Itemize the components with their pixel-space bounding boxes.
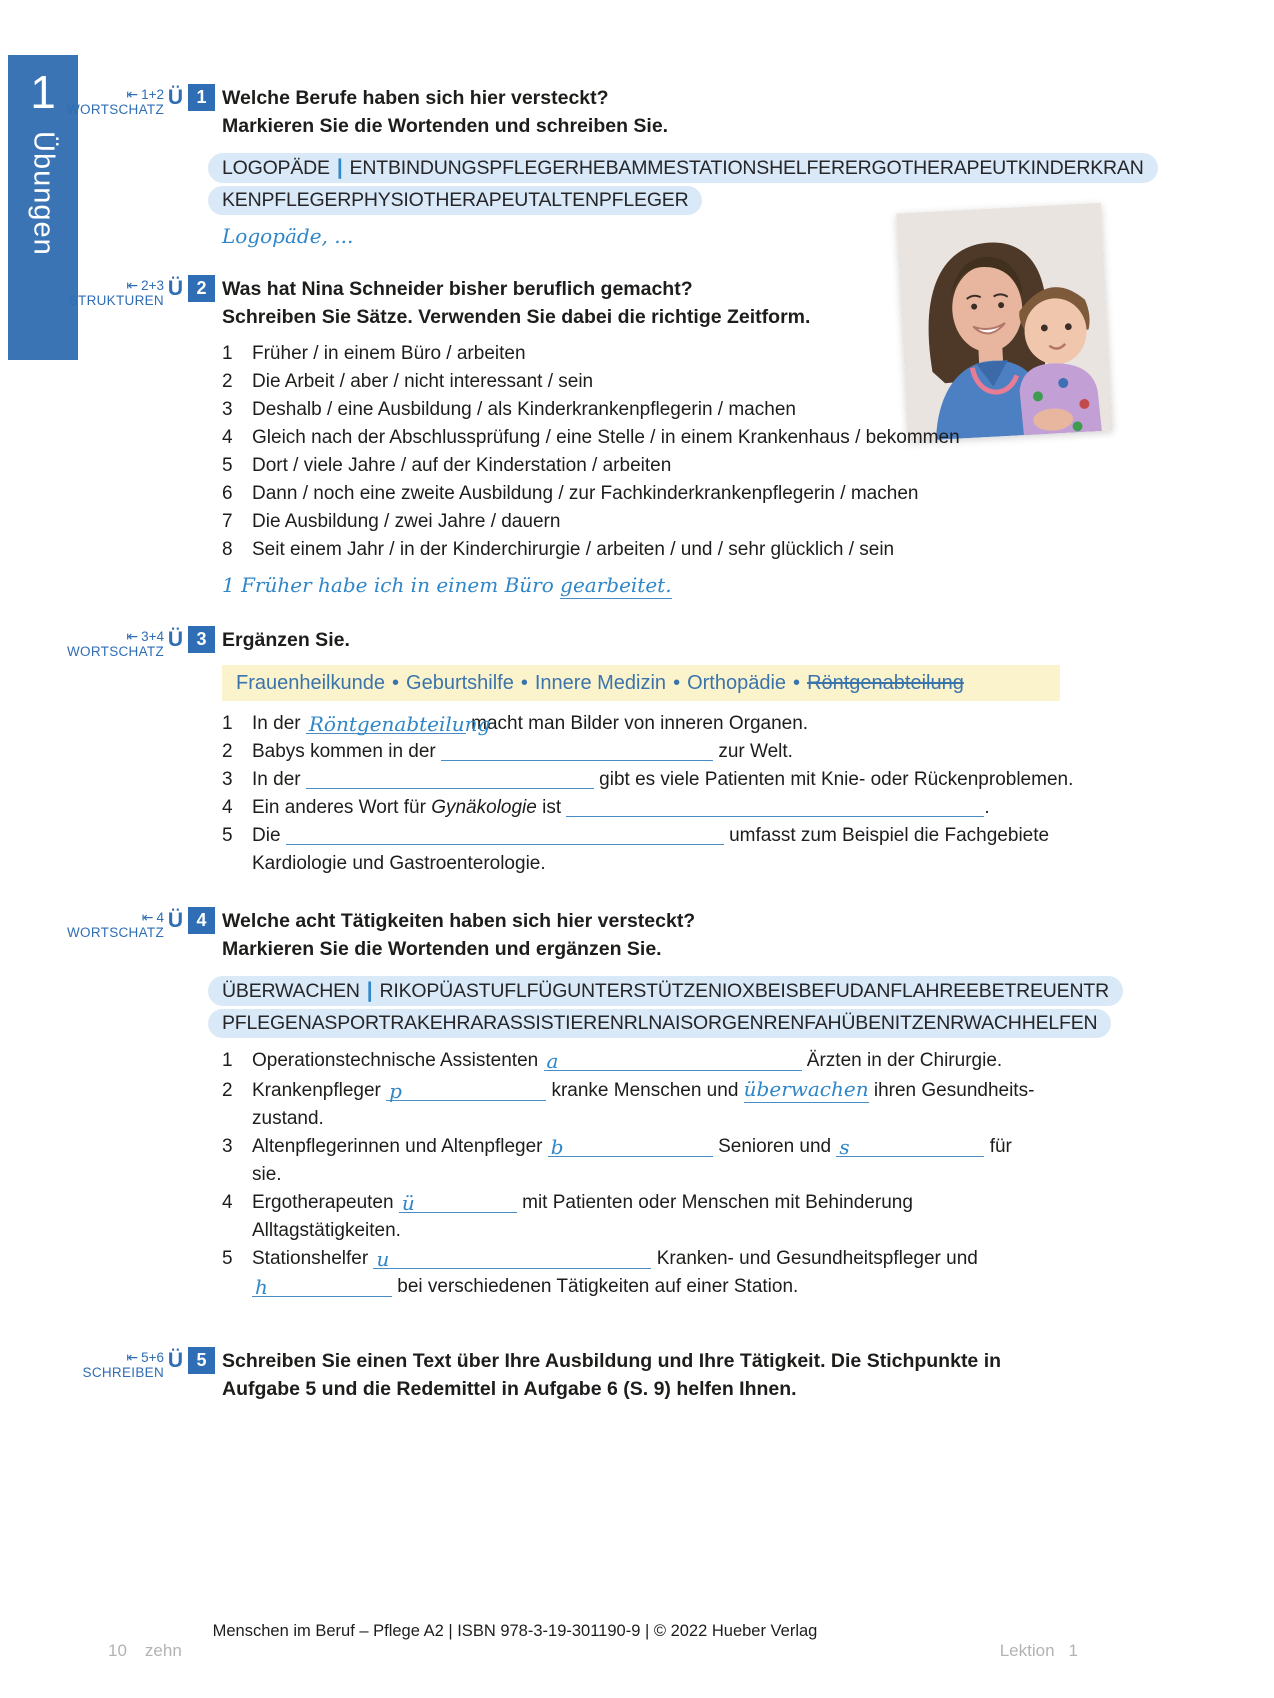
exercise-4-title-line1: Welche acht Tätigkeiten haben sich hier versteckt? (222, 910, 696, 932)
skill-label: WORTSCHATZ (67, 102, 164, 117)
page-number: 10 zehn (108, 1641, 182, 1660)
handwritten-fill: überwachen (743, 1077, 869, 1101)
hint-letter: u (376, 1247, 390, 1271)
back-reference-numbers: 4 (156, 910, 164, 925)
exercise-5-marker (4, 1350, 164, 1380)
hint-letter: s (839, 1135, 850, 1159)
answer-blank (399, 1193, 517, 1213)
page-number-word: zehn (144, 1641, 182, 1660)
back-arrow-icon: ⇤ (126, 628, 139, 644)
letter-chain-line2: KENPFLEGERPHYSIOTHERAPEUTALTENPFLEGER (208, 186, 702, 215)
back-arrow-icon: ⇤ (126, 277, 139, 293)
fill-in-item: 1 Operationstechnische Assistenten a Ärzten in der Chirurgie. (222, 1049, 1003, 1073)
bullet-separator: • (520, 672, 528, 694)
sidebar-uebungen-label: Übungen (27, 131, 60, 256)
exercise-number-box: 5 (188, 1347, 215, 1374)
back-reference-numbers: 3+4 (141, 629, 164, 644)
exercise-3-items (222, 710, 1078, 878)
fill-in-item-continuation: Alltagstätigkeiten. (252, 1220, 401, 1241)
chain-rest: RIKOPÜASTUFLFÜGUNTERSTÜTZENIOXBEISBEFUDANFLAHREEBETREUENTR (379, 980, 1109, 1002)
exercise-1-handwritten-answer: Logopäde, ... (222, 224, 354, 248)
exercise-2-marker (4, 278, 164, 308)
exercise-4-marker (4, 910, 164, 940)
hint-letter: ü (401, 1191, 415, 1215)
hint-letter: a (546, 1049, 559, 1073)
exercise-3-badge (168, 626, 215, 653)
unit-number: 1 (30, 66, 56, 118)
answer-blank (306, 712, 491, 736)
uebung-letter: Ü (167, 1348, 183, 1372)
fill-in-item: 5 Stationshelfer u Kranken- und Gesundheitspfleger und (222, 1247, 978, 1271)
exercise-number-box: 3 (188, 626, 215, 653)
back-arrow-icon: ⇤ (126, 1349, 139, 1365)
exercise-2 (68, 275, 1078, 597)
fill-in-item: 4 Ein anderes Wort für Gynäkologie ist . (222, 797, 990, 818)
back-reference-numbers: 1+2 (141, 87, 164, 102)
exercise-4-title-line2: Markieren Sie die Wortenden und ergänzen Sie. (222, 938, 662, 960)
answer-blank (386, 1081, 546, 1101)
exercise-1 (67, 84, 1144, 248)
uebung-letter: Ü (167, 85, 183, 109)
fill-in-item: 1 In der Röntgenabteilung macht man Bilder von inneren Organen. (222, 712, 809, 736)
fill-in-item: 2 Babys kommen in der zur Welt. (222, 741, 793, 762)
back-reference-numbers: 5+6 (141, 1350, 164, 1365)
hint-letter: p (389, 1079, 402, 1103)
hint-letter: b (550, 1135, 564, 1159)
exercise-2-title-line1: Was hat Nina Schneider bisher beruflich gemacht? (222, 278, 693, 300)
exercise-number-box: 2 (188, 275, 215, 302)
back-reference (4, 910, 164, 925)
exercise-1-badge (168, 84, 215, 111)
fill-in-item: 3 Altenpflegerinnen und Altenpfleger b Senioren und s für (222, 1135, 1012, 1159)
back-reference-numbers: 2+3 (141, 278, 164, 293)
exercise-5-badge (168, 1347, 215, 1374)
list-item: 4 Gleich nach der Abschlussprüfung / eine Stelle / in einem Krankenhaus / bekommen (222, 427, 960, 448)
list-item: 6 Dann / noch eine zweite Ausbildung / zur Fachkinderkrankenpflegerin / machen (222, 483, 919, 504)
exercise-2-items (222, 340, 1078, 564)
exercise-2-title-line2: Schreiben Sie Sätze. Verwenden Sie dabei die richtige Zeitform. (222, 306, 811, 328)
fill-in-item: 5 Die umfasst zum Beispiel die Fachgebiete (222, 825, 1050, 846)
exercise-2-badge (168, 275, 215, 302)
skill-label: STRUKTUREN (68, 293, 164, 308)
exercise-4 (67, 907, 1109, 1301)
bullet-separator: • (793, 672, 801, 694)
back-arrow-icon: ⇤ (126, 86, 139, 102)
exercise-1-title-line1: Welche Berufe haben sich hier versteckt? (222, 87, 609, 109)
back-reference (4, 629, 164, 644)
uebung-letter: Ü (167, 627, 183, 651)
list-item: 1 Früher / in einem Büro / arbeiten (222, 343, 526, 364)
answer-blank (544, 1051, 802, 1071)
exercise-2-handwritten-answer: 1 Früher habe ich in einem Büro gearbeitet. (222, 573, 672, 597)
answer-blank (306, 769, 594, 789)
letter-chain-line2: PFLEGENASPORTRAKEHRARASSISTIERENRLNAISORGENRENFAHÜBENITZENRWACHHELFEN (208, 1009, 1111, 1038)
back-arrow-icon: ⇤ (141, 909, 154, 925)
chain-found-word: ÜBERWACHEN (222, 980, 360, 1002)
fill-in-item: 2 Krankenpfleger p kranke Menschen und überwachen ihren Gesundheits- (222, 1077, 1035, 1103)
letter-chain-line1 (208, 153, 1158, 183)
fill-in-item-continuation: Kardiologie und Gastroenterologie. (252, 853, 546, 874)
lektion-label: Lektion 1 (999, 1641, 1078, 1660)
answer-blank (566, 797, 984, 817)
bullet-separator: • (673, 672, 681, 694)
uebung-letter: Ü (167, 276, 183, 300)
fill-in-item-continuation: zustand. (252, 1108, 324, 1129)
answer-blank (286, 825, 724, 845)
skill-label: SCHREIBEN (82, 1365, 164, 1380)
hint-letter: h (255, 1275, 268, 1299)
imprint-line: Menschen im Beruf – Pflege A2 | ISBN 978-3-19-301190-9 | © 2022 Hueber Verlag (212, 1622, 818, 1640)
uebung-letter: Ü (167, 908, 183, 932)
exercise-5 (82, 1347, 1078, 1403)
back-reference (4, 278, 164, 293)
word-bank: Frauenheilkunde • Geburtshilfe • Innere Medizin • Orthopädie • Röntgenabteilung (222, 665, 1060, 701)
exercise-number-box: 4 (188, 907, 215, 934)
answer-blank (836, 1137, 984, 1157)
answer-blank (373, 1249, 651, 1269)
italic-term: Gynäkologie (431, 797, 537, 818)
list-item: 7 Die Ausbildung / zwei Jahre / dauern (222, 511, 561, 532)
fill-in-item: 3 In der gibt es viele Patienten mit Knie- oder Rückenproblemen. (222, 769, 1074, 790)
word-end-mark: | (336, 156, 343, 179)
answer-blank (441, 741, 713, 761)
letter-chain-line1 (208, 976, 1123, 1006)
fill-in-item-continuation: sie. (252, 1164, 282, 1185)
exercise-3-title: Ergänzen Sie. (222, 629, 350, 651)
back-reference (4, 1350, 164, 1365)
exercises-column (67, 84, 1144, 1403)
skill-label: WORTSCHATZ (67, 925, 164, 940)
back-reference (4, 87, 164, 102)
handwritten-fill: Röntgenabteilung (308, 712, 491, 736)
exercise-1-letter-chain (222, 153, 1144, 215)
list-item: 2 Die Arbeit / aber / nicht interessant / sein (222, 371, 594, 392)
list-item: 8 Seit einem Jahr / in der Kinderchirurgie / arbeiten / und / sehr glücklich / sein (222, 539, 895, 560)
answer-blank (252, 1277, 392, 1297)
list-item: 3 Deshalb / eine Ausbildung / als Kinderkrankenpflegerin / machen (222, 399, 796, 420)
exercise-5-title: Schreiben Sie einen Text über Ihre Ausbildung und Ihre Tätigkeit. Die Stichpunkte in Aufgabe 5 und die Redemittel in Aufgabe 6 (S. 9) helfen Ihnen. (222, 1350, 1002, 1400)
exercise-number-box: 1 (188, 84, 215, 111)
exercise-1-title-line2: Markieren Sie die Wortenden und schreiben Sie. (222, 115, 669, 137)
bullet-separator: • (392, 672, 400, 694)
exercise-1-marker (4, 87, 164, 117)
exercise-4-badge (168, 907, 215, 934)
word-end-mark: | (366, 979, 373, 1002)
chain-rest: ENTBINDUNGSPFLEGERHEBAMMESTATIONSHELFERERGOTHERAPEUTKINDERKRAN (349, 157, 1144, 179)
exercise-4-items (222, 1047, 1078, 1301)
chain-found-word: LOGOPÄDE (222, 157, 330, 179)
exercise-4-letter-chain (222, 976, 1109, 1038)
lektion-number: 1 (1068, 1641, 1078, 1660)
answer-blank (548, 1137, 713, 1157)
exercise-3 (67, 626, 1078, 878)
fill-in-item: 4 Ergotherapeuten ü mit Patienten oder Menschen mit Behinderung (222, 1191, 913, 1215)
exercise-3-marker (4, 629, 164, 659)
crossed-out-word: Röntgenabteilung (807, 672, 964, 694)
fill-in-item-continuation: h bei verschiedenen Tätigkeiten auf einer Station. (222, 1273, 1078, 1301)
list-item: 5 Dort / viele Jahre / auf der Kinderstation / arbeiten (222, 455, 672, 476)
skill-label: WORTSCHATZ (67, 644, 164, 659)
